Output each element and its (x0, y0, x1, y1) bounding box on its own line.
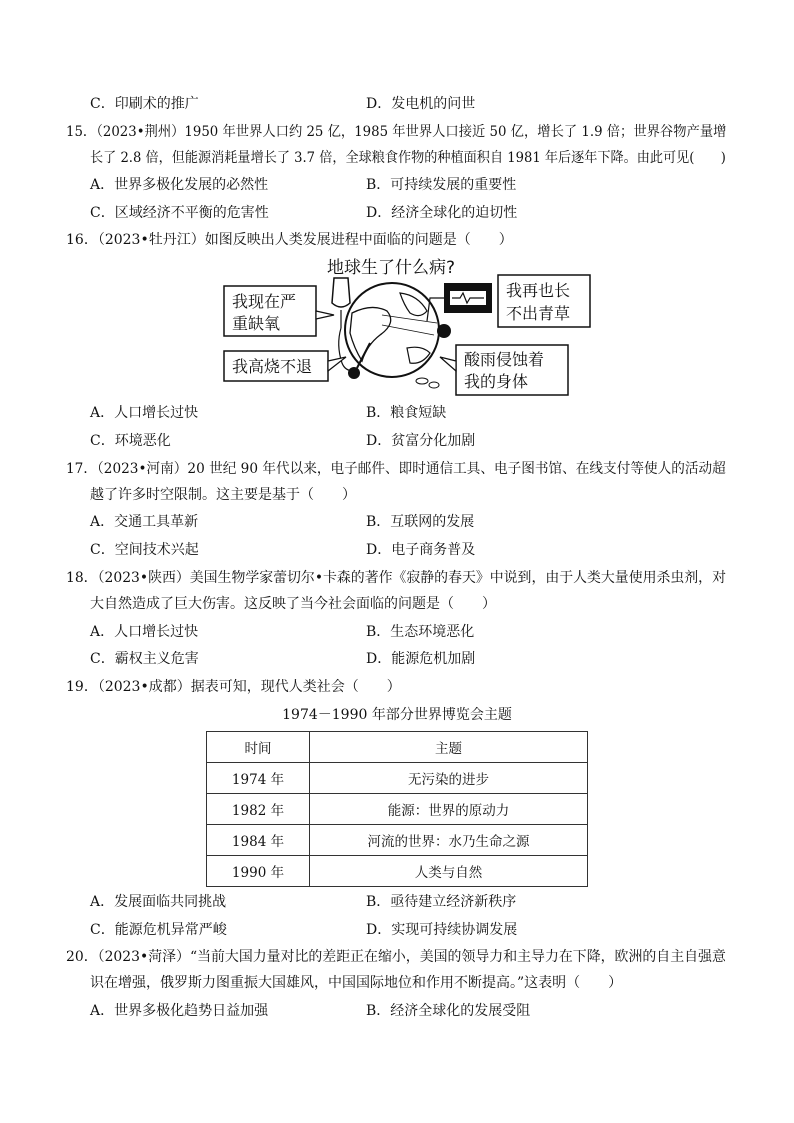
q18-stem-line2: 大自然造成了巨大伤害。这反映了当今社会面临的问题是（ ） (90, 596, 496, 612)
q14-option-d[interactable]: D．发电机的问世 (366, 96, 476, 112)
table-cell-year: 1990 年 (207, 856, 310, 887)
q20-stem-line1: 20．（2023•菏泽）“当前大国力量对比的差距正在缩小，美国的领导力和主导力在下降，欧洲的自主自强意 (66, 949, 726, 965)
q17-option-d[interactable]: D．电子商务普及 (366, 542, 476, 558)
svg-text:我高烧不退: 我高烧不退 (232, 357, 313, 376)
speech-bubble-acid-rain (440, 345, 568, 395)
svg-text:我再也长: 我再也长 (506, 281, 571, 300)
q15-option-b[interactable]: B．可持续发展的重要性 (366, 177, 517, 193)
q19-option-a[interactable]: A．发展面临共同挑战 (90, 894, 227, 910)
q18-option-d[interactable]: D．能源危机加剧 (366, 651, 476, 667)
table-header-row (207, 732, 588, 763)
q20-stem-line2: 识在增强，俄罗斯力图重振大国雄风，中国国际地位和作用不断提高。”这表明（ ） (90, 975, 623, 991)
q17-stem-line1: 17．（2023•河南）20 世纪 90 年代以来，电子邮件、即时通信工具、电子图书馆、在线支付等使人的活动超 (66, 461, 726, 477)
table-cell-theme: 人类与自然 (310, 856, 588, 887)
table-cell-year: 1982 年 (207, 794, 310, 825)
svg-text:不出青草: 不出青草 (506, 304, 571, 323)
q19-option-d[interactable]: D．实现可持续协调发展 (366, 922, 518, 938)
table-row (207, 856, 588, 887)
table-row (207, 794, 588, 825)
table-cell-year: 1974 年 (207, 763, 310, 794)
q18-option-a[interactable]: A．人口增长过快 (90, 624, 199, 640)
table-row (207, 825, 588, 856)
q15-option-a[interactable]: A．世界多极化发展的必然性 (90, 177, 269, 193)
sick-earth-cartoon (222, 253, 592, 398)
q17-stem-line2: 越了许多时空限制。这主要是基于（ ） (90, 487, 356, 503)
svg-text:我的身体: 我的身体 (464, 372, 529, 391)
table-title: 1974－1990 年部分世界博览会主题 (282, 707, 512, 723)
q18-option-c[interactable]: C．霸权主义危害 (90, 651, 199, 667)
table-cell-year: 1984 年 (207, 825, 310, 856)
svg-text:酸雨侵蚀着: 酸雨侵蚀着 (464, 350, 545, 369)
q15-stem-line1: 15．（2023•荆州）1950 年世界人口约 25 亿，1985 年世界人口接近 50 亿，增长了 1.9 倍；世界谷物产量增 (66, 124, 727, 140)
q15-option-c[interactable]: C．区域经济不平衡的危害性 (90, 205, 269, 221)
q20-option-a[interactable]: A．世界多极化趋势日益加强 (90, 1003, 269, 1019)
q17-option-a[interactable]: A．交通工具革新 (90, 514, 199, 530)
q16-option-c[interactable]: C．环境恶化 (90, 433, 171, 449)
table-cell-theme: 无污染的进步 (310, 763, 588, 794)
speech-bubble-oxygen (224, 286, 334, 336)
q17-option-c[interactable]: C．空间技术兴起 (90, 542, 199, 558)
table-cell-theme: 河流的世界：水乃生命之源 (310, 825, 588, 856)
q19-stem: 19．（2023•成都）据表可知，现代人类社会（ ） (66, 679, 401, 695)
q16-option-d[interactable]: D．贫富分化加剧 (366, 433, 476, 449)
q19-option-c[interactable]: C．能源危机异常严峻 (90, 922, 227, 938)
q18-option-b[interactable]: B．生态环境恶化 (366, 624, 475, 640)
expo-themes-table (206, 731, 588, 887)
q14-option-c[interactable]: C．印刷术的推广 (90, 96, 199, 112)
q15-stem-line2: 长了 2.8 倍，但能源消耗量增长了 3.7 倍，全球粮食作物的种植面积自 1981 年后逐年下降。由此可见( ) (90, 150, 726, 166)
speech-bubble-fever (224, 351, 346, 381)
table-header-time: 时间 (207, 732, 310, 763)
table-header-theme: 主题 (310, 732, 588, 763)
q18-stem-line1: 18．（2023•陕西）美国生物学家蕾切尔•卡森的著作《寂静的春天》中说到，由于人类大量使用杀虫剂，对 (66, 570, 726, 586)
cartoon-title: 地球生了什么病? (327, 258, 456, 278)
table-row (207, 763, 588, 794)
q16-stem: 16．（2023•牡丹江）如图反映出人类发展进程中面临的问题是（ ） (66, 232, 513, 248)
q16-option-a[interactable]: A．人口增长过快 (90, 405, 199, 421)
q16-option-b[interactable]: B．粮食短缺 (366, 405, 447, 421)
svg-text:重缺氧: 重缺氧 (232, 314, 281, 333)
svg-text:我现在严: 我现在严 (232, 292, 297, 311)
q17-option-b[interactable]: B．互联网的发展 (366, 514, 475, 530)
q19-option-b[interactable]: B．亟待建立经济新秩序 (366, 894, 517, 910)
q20-option-b[interactable]: B．经济全球化的发展受阻 (366, 1003, 531, 1019)
table-cell-theme: 能源：世界的原动力 (310, 794, 588, 825)
q15-option-d[interactable]: D．经济全球化的迫切性 (366, 205, 518, 221)
speech-bubble-grass (498, 275, 590, 327)
